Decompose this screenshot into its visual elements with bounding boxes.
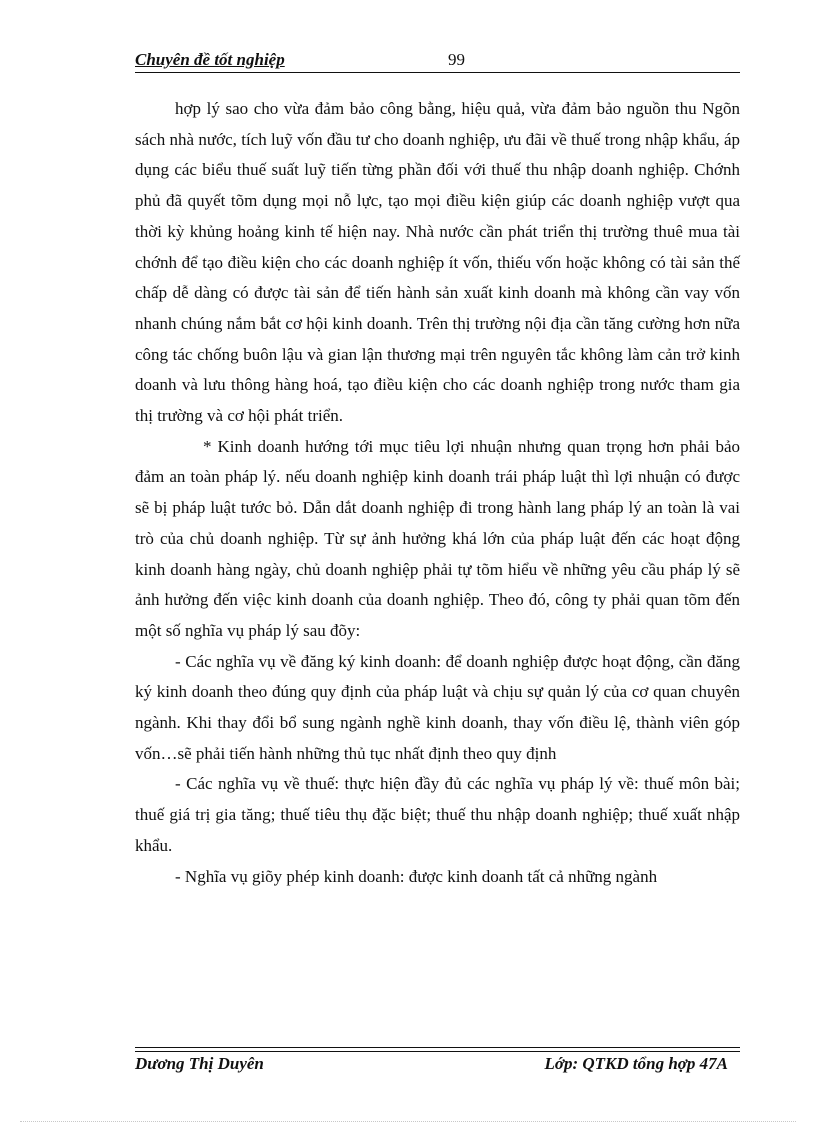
class-label: Lớp: QTKD tổng hợp 47A bbox=[544, 1054, 728, 1073]
document-title: Chuyên đề tốt nghiệp bbox=[135, 50, 285, 69]
page-edge-divider bbox=[20, 1121, 796, 1122]
page-footer bbox=[135, 1054, 740, 1078]
author-name: Dương Thị Duyên bbox=[135, 1054, 264, 1073]
body-text bbox=[135, 94, 740, 892]
paragraph-legal-safety: * Kinh doanh hướng tới mục tiêu lợi nhuận nhưng quan trọng hơn phải bảo đảm an toàn pháp lý. nếu doanh nghiệp kinh doanh trái pháp luật thì lợi nhuận có được sẽ bị pháp luật tước bỏ. Dẫn dắt doanh nghiệp đi trong hành lang pháp lý an toàn là vai trò của chủ doanh nghiệp. Từ sự ảnh hưởng khá lớn của pháp luật đến các hoạt động kinh doanh hàng ngày, chủ doanh nghiệp phải tự tõm hiểu về những yêu cầu pháp lý sẽ ảnh hưởng đến việc kinh doanh của doanh nghiệp. Theo đó, công ty phải quan tõm đến một số nghĩa vụ pháp lý sau đõy: bbox=[135, 436, 740, 640]
page-number: 99 bbox=[448, 50, 465, 69]
footer-divider-thin bbox=[135, 1051, 740, 1052]
paragraph-registration-obligations: - Các nghĩa vụ về đăng ký kinh doanh: để doanh nghiệp được hoạt động, cần đăng ký kinh doanh theo đúng quy định của pháp luật và chịu sự quản lý của cơ quan chuyên ngành. Khi thay đổi bổ sung ngành nghề kinh doanh, thay vốn điều lệ, thành viên góp vốn…sẽ phải tiến hành những thủ tục nhất định theo quy định bbox=[135, 651, 740, 763]
paragraph-tax-policy: hợp lý sao cho vừa đảm bảo công bằng, hiệu quả, vừa đảm bảo nguồn thu Ngõn sách nhà nước, tích luỹ vốn đầu tư cho doanh nghiệp, ưu đãi về thuế trong nhập khẩu, áp dụng các biểu thuế suất luỹ tiến từng phần đối với thuế thu nhập doanh nghiệp. Chớnh phủ đã quyết tõm dụng mọi nỗ lực, tạo mọi điều kiện giúp các doanh nghiệp vượt qua thời kỳ khủng hoảng kinh tế hiện nay. Nhà nước cần phát triển thị trường thuê mua tài chớnh để tạo điều kiện cho các doanh nghiệp ít vốn, thiếu vốn hoặc không có tài sản thế chấp dễ dàng có được tài sản để tiến hành sản xuất kinh doanh mà không cần vay vốn nhanh chúng nắm bắt cơ hội kinh doanh. Trên thị trường nội địa cần tăng cường hơn nữa công tác chống buôn lậu và gian lận thương mại trên nguyên tắc không làm cản trở kinh doanh và lưu thông hàng hoá, tạo điều kiện cho các doanh nghiệp trong nước tham gia thị trường và cơ hội phát triển. bbox=[135, 99, 740, 426]
paragraph-tax-obligations: - Các nghĩa vụ về thuế: thực hiện đầy đủ các nghĩa vụ pháp lý về: thuế môn bài; thuế giá trị gia tăng; thuế tiêu thụ đặc biệt; thuế thu nhập doanh nghiệp; thuế xuất nhập khẩu. bbox=[135, 774, 740, 855]
header-divider bbox=[135, 72, 740, 73]
paragraph-license-obligations: - Nghĩa vụ giõy phép kinh doanh: được kinh doanh tất cả những ngành bbox=[175, 866, 658, 886]
page-header bbox=[135, 48, 740, 72]
footer-divider-thick bbox=[135, 1047, 740, 1048]
